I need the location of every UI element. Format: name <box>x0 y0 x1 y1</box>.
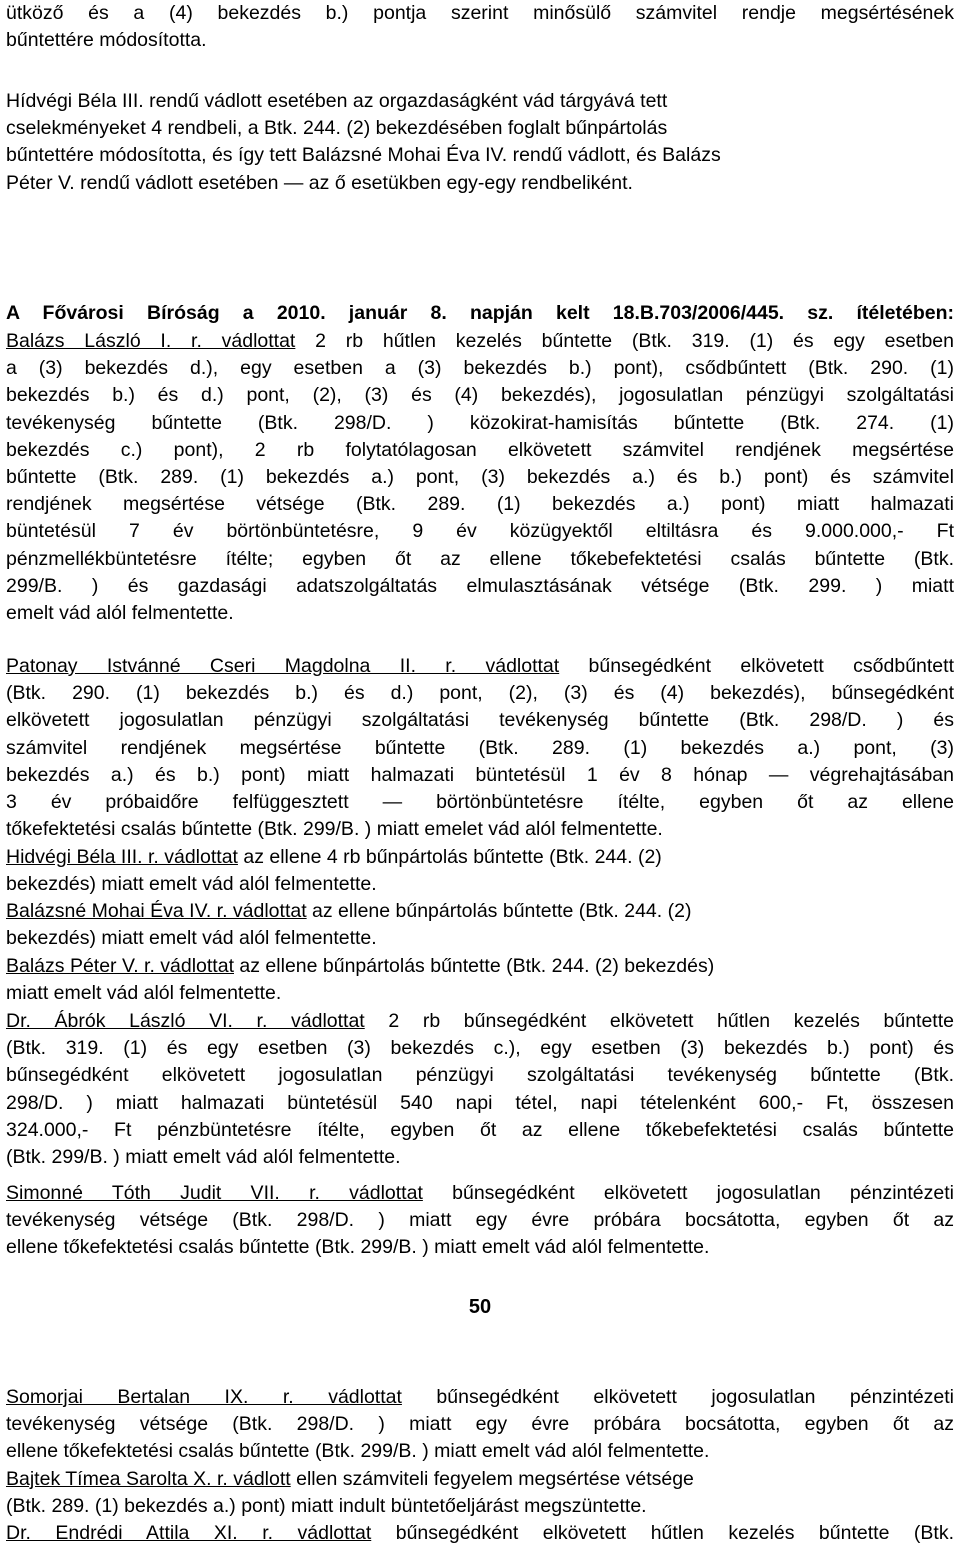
defendant-name: Patonay Istvánné Cseri Magdolna II. r. vádlottat <box>6 655 560 677</box>
text-line: bekezdés c.) pont), 2 rb folytatólagosan elkövetett számvitel rendjének megsértése <box>6 438 954 461</box>
text-line: (Btk. 290. (1) bekezdés b.) és d.) pont, (2), (3) és (4) bekezdés), bűnsegédként <box>6 682 954 705</box>
defendant-paragraph-6 <box>6 1008 954 1171</box>
text-line: pénzmellékbüntetésre ítélte; egyben őt az ellene tőkebefektetési csalás bűntette (Btk. <box>6 547 954 570</box>
text-line: büntetésül 7 év börtönbüntetésre, 9 év közügyektől eltiltásra és 9.000.000,- Ft <box>6 520 954 543</box>
text-fragment: 2 rb hűtlen kezelés bűntette (Btk. 319. (1) és egy esetben <box>295 330 954 352</box>
text-line: miatt emelt vád alól felmentette. <box>6 982 282 1005</box>
defendant-paragraph-8 <box>6 1384 954 1466</box>
text-fragment: az ellene 4 rb bűnpártolás bűntette (Btk. 244. (2) <box>237 846 662 868</box>
text-fragment: bűnsegédként elkövetett jogosulatlan pénzintézeti <box>401 1386 955 1408</box>
text-line: bűntettére módosította, és így tett Balázsné Mohai Éva IV. rendű vádlott, és Balázs <box>6 144 721 167</box>
text-line: bűntettére módosította. <box>6 29 207 52</box>
text-line <box>6 1466 954 1493</box>
text-line: bekezdés b.) és d.) pont, (2), (3) és (4) bekezdés), jogosulatlan pénzügyi szolgáltatási <box>6 384 954 407</box>
text-line: számvitel rendjének megsértése bűntette (Btk. 289. (1) bekezdés a.) pont, (3) <box>6 736 954 759</box>
text-fragment: ellen számviteli fegyelem megsértése vétsége <box>290 1468 694 1490</box>
text-line: (Btk. 289. (1) bekezdés a.) pont) miatt indult büntetőeljárást megszüntette. <box>6 1495 647 1518</box>
text-line: bűnsegédként elkövetett jogosulatlan pénzügyi szolgáltatási tevékenység bűntette (Btk. <box>6 1064 954 1087</box>
defendant-paragraph-7 <box>6 1180 954 1262</box>
text-line: bekezdés) miatt emelt vád alól felmentette. <box>6 873 377 896</box>
text-line <box>6 898 954 925</box>
text-line: bűntette (Btk. 289. (1) bekezdés a.) pont, (3) bekezdés a.) és b.) pont) és számvitel <box>6 466 954 489</box>
text-fragment: az ellene bűnpártolás bűntette (Btk. 244. (2) <box>306 900 692 922</box>
text-line <box>6 844 954 871</box>
hidvegi-paragraph <box>6 88 954 197</box>
text-line: tevékenység vétsége (Btk. 298/D. ) miatt egy évre próbára bocsátotta, egyben őt az <box>6 1413 954 1436</box>
text-line <box>6 653 954 680</box>
defendant-name: Balázsné Mohai Éva IV. r. vádlottat <box>6 900 307 922</box>
judgment-heading <box>6 300 954 327</box>
text-fragment: bűnsegédként elkövetett hűtlen kezelés bűntette (Btk. <box>371 1522 954 1544</box>
heading-text: A Fővárosi Bíróság a 2010. január 8. napján kelt 18.B.703/2006/445. sz. ítéletében: <box>6 302 954 324</box>
text-line: (Btk. 319. (1) és egy esetben (3) bekezdés c.), egy esetben (3) bekezdés b.) pont) és <box>6 1037 954 1060</box>
text-line: ellene tőkefektetési csalás bűntette (Btk. 299/B. ) miatt emelt vád alól felmentette. <box>6 1440 710 1463</box>
text-line: 298/D. ) miatt halmazati büntetésül 540 napi tétel, napi tételenként 600,- Ft, összesen <box>6 1091 954 1114</box>
text-line: bekezdés) miatt emelt vád alól felmentette. <box>6 927 377 950</box>
text-line: elkövetett jogosulatlan pénzügyi szolgáltatási tevékenység bűntette (Btk. 298/D. ) és <box>6 709 954 732</box>
text-fragment: bűnsegédként elkövetett jogosulatlan pénzintézeti <box>422 1182 955 1204</box>
defendant-name: Hidvégi Béla III. r. vádlottat <box>6 846 238 868</box>
defendant-name: Simonné Tóth Judit VII. r. vádlottat <box>6 1182 423 1204</box>
text-line <box>6 1384 954 1411</box>
text-line: Hídvégi Béla III. rendű vádlott esetében az orgazdaságként vád tárgyává tett <box>6 90 668 112</box>
defendant-paragraph-1 <box>6 328 954 627</box>
defendant-paragraph-4 <box>6 898 954 952</box>
defendant-name: Dr. Ábrók László VI. r. vádlottat <box>6 1010 365 1032</box>
text-line <box>6 1008 954 1035</box>
text-line: tőkefektetési csalás bűntette (Btk. 299/B. ) miatt emelet vád alól felmentette. <box>6 818 663 841</box>
defendant-paragraph-2 <box>6 653 954 843</box>
defendant-name: Somorjai Bertalan IX. r. vádlottat <box>6 1386 402 1408</box>
text-line <box>6 1520 954 1547</box>
text-line: bekezdés a.) és b.) pont) miatt halmazati büntetésül 1 év 8 hónap — végrehajtásában <box>6 763 954 786</box>
text-line: tevékenység vétsége (Btk. 298/D. ) miatt egy évre próbára bocsátotta, egyben őt az <box>6 1209 954 1232</box>
defendant-paragraph-9 <box>6 1466 954 1520</box>
defendant-paragraph-10 <box>6 1520 954 1547</box>
text-line: a (3) bekezdés d.), egy esetben a (3) bekezdés b.) pont), csődbűntett (Btk. 290. (1) <box>6 357 954 380</box>
defendant-name: Balázs László I. r. vádlottat <box>6 330 296 352</box>
text-line: ellene tőkefektetési csalás bűntette (Btk. 299/B. ) miatt emelt vád alól felmentette. <box>6 1236 710 1259</box>
text-line: rendjének megsértése vétsége (Btk. 289. (1) bekezdés a.) pont) miatt halmazati <box>6 493 954 516</box>
intro-paragraph <box>6 0 954 54</box>
text-line: cselekményeket 4 rendbeli, a Btk. 244. (2) bekezdésében foglalt bűnpártolás <box>6 117 668 140</box>
defendant-paragraph-5 <box>6 953 954 1007</box>
text-line <box>6 953 954 980</box>
text-line: 3 év próbaidőre felfüggesztett — börtönbüntetésre ítélte, egyben őt az ellene <box>6 791 954 814</box>
defendant-paragraph-3 <box>6 844 954 898</box>
text-line: Péter V. rendű vádlott esetében — az ő esetükben egy-egy rendbeliként. <box>6 171 633 194</box>
text-line <box>6 1180 954 1207</box>
text-fragment: 2 rb bűnsegédként elkövetett hűtlen kezelés bűntette <box>364 1010 954 1032</box>
text-line: (Btk. 299/B. ) miatt emelt vád alól felmentette. <box>6 1146 401 1169</box>
defendant-name: Dr. Endrédi Attila XI. r. vádlottat <box>6 1522 372 1544</box>
text-line: 299/B. ) és gazdasági adatszolgáltatás elmulasztásának vétsége (Btk. 299. ) miatt <box>6 574 954 597</box>
page-number: 50 <box>468 1296 492 1318</box>
text-line: 324.000,- Ft pénzbüntetésre ítélte, egyben őt az ellene tőkebefektetési csalás bűntette <box>6 1118 954 1141</box>
text-line <box>6 328 954 355</box>
text-line: tevékenység bűntette (Btk. 298/D. ) közokirat-hamisítás bűntette (Btk. 274. (1) <box>6 411 954 434</box>
text-line: emelt vád alól felmentette. <box>6 602 234 625</box>
text-fragment: bűnsegédként elkövetett csődbűntett <box>559 655 954 677</box>
defendant-name: Bajtek Tímea Sarolta X. r. vádlott <box>6 1468 291 1490</box>
text-fragment: az ellene bűnpártolás bűntette (Btk. 244. (2) bekezdés) <box>234 955 715 977</box>
defendant-name: Balázs Péter V. r. vádlottat <box>6 955 234 977</box>
text-line: ütköző és a (4) bekezdés b.) pontja szerint minősülő számvitel rendje megsértésének <box>6 2 954 24</box>
